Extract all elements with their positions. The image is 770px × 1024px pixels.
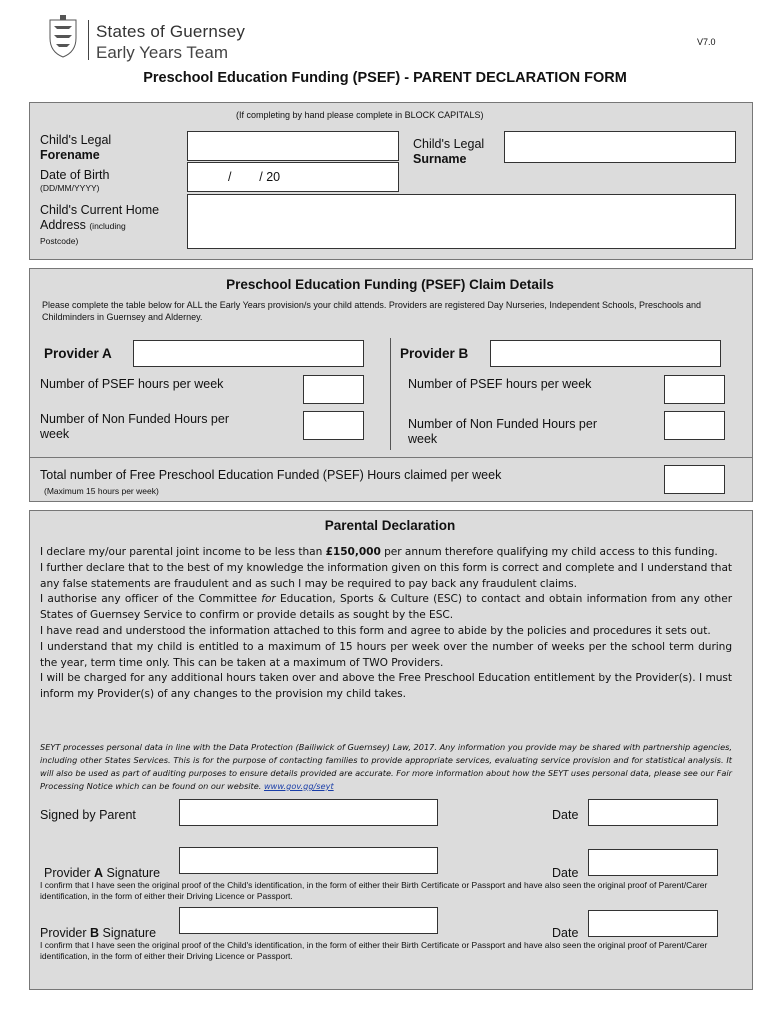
dob-hint: (DD/MM/YYYY) [40,183,100,193]
provider-b-non-funded-label: Number of Non Funded Hours per week [408,417,597,446]
dob-value: / / 20 [228,170,281,184]
provider-b-date-input[interactable] [588,910,718,937]
provider-a-psef-hours-label: Number of PSEF hours per week [40,377,224,391]
team-name: Early Years Team [96,43,228,62]
provider-a-date-input[interactable] [588,849,718,876]
parent-date-label: Date [552,808,579,822]
total-hours-input[interactable] [664,465,725,494]
provider-b-label: Provider B [400,346,469,361]
claim-section-title: Preschool Education Funding (PSEF) Claim Details [226,277,554,292]
declaration-income: I declare my/our parental joint income to be less than £150,000 per annum therefore qualifying my child access to this funding. [40,546,718,558]
declaration-policies: I have read and understood the information attached to this form and agree to abide by the policies and procedures it sets out. [40,624,711,637]
claim-total-divider [29,457,753,458]
provider-b-psef-hours-label: Number of PSEF hours per week [408,377,592,391]
guernsey-crest-icon [46,14,80,58]
provider-b-psef-hours-input[interactable] [664,375,725,404]
forename-input[interactable] [187,131,399,161]
declaration-authorise: I authorise any officer of the Committee for Education, Sports & Culture (ESC) to contact and obtain information from any other States of Guernsey Service to confirm or provide details as sought by the ESC. [40,593,732,622]
provider-a-psef-hours-input[interactable] [303,375,364,404]
provider-a-label: Provider A [44,346,112,361]
seyt-website-link[interactable]: www.gov.gg/seyt [263,781,334,791]
dob-label: Date of Birth [40,168,110,182]
surname-label: Child's Legal Surname [413,137,485,166]
total-hours-label: Total number of Free Preschool Education Funded (PSEF) Hours claimed per week [40,468,502,482]
provider-b-confirm-text: I confirm that I have seen the original proof of the Child's identification, in the form of either their Birth Certificate or Passport and have also seen the original proof of Parent/Carer identification, in the form of either their Driving Licence or Passport. [40,940,708,961]
dob-input[interactable] [187,162,399,192]
parent-signature-label: Signed by Parent [40,808,136,822]
address-label: Child's Current Home Address (including Postcode) [40,203,160,246]
claim-instructions: Please complete the table below for ALL the Early Years provision/s your child attends. Providers are registered Day Nurseries, Independent Schools, Preschools and Childminders in Guernsey and Alderney. [42,300,702,322]
provider-a-non-funded-input[interactable] [303,411,364,440]
declaration-title: Parental Declaration [324,518,456,533]
parent-date-input[interactable] [588,799,718,826]
forename-label: Child's Legal Forename [40,133,112,162]
provider-a-signature-input[interactable] [179,847,438,874]
form-title: Preschool Education Funding (PSEF) - PARENT DECLARATION FORM [143,70,627,86]
provider-a-input[interactable] [133,340,364,367]
provider-b-signature-label: Provider B Signature [40,926,157,940]
parent-signature-input[interactable] [179,799,438,826]
logo-divider [88,20,89,60]
surname-input[interactable] [504,131,736,163]
address-input[interactable] [187,194,736,249]
provider-a-signature-label: Provider A Signature [44,866,161,880]
org-name: States of Guernsey [96,22,246,41]
declaration-entitlement: I understand that my child is entitled to a maximum of 15 hours per week over the number of weeks per the school term during the year, term time only. This can be taken at a maximum of TWO Providers. [40,640,732,669]
version-label: V7.0 [697,37,716,47]
declaration-charges: I will be charged for any additional hours taken over and above the Free Preschool Education entitlement by the Provider(s). I must inform my Provider(s) of any changes to the provision my child takes. [40,672,732,701]
provider-a-confirm-text: I confirm that I have seen the original proof of the Child's identification, in the form of either their Birth Certificate or Passport and have also seen the original proof of Parent/Carer identification, in the form of either their Driving Licence or Passport. [40,880,708,901]
provider-a-date-label: Date [552,866,579,880]
provider-divider [390,338,391,450]
provider-b-signature-input[interactable] [179,907,438,934]
provider-b-non-funded-input[interactable] [664,411,725,440]
declaration-text [40,545,732,703]
total-hours-hint: (Maximum 15 hours per week) [44,486,159,496]
privacy-notice: SEYT processes personal data in line with the Data Protection (Bailiwick of Guernsey) Law, 2017. Any information you provide may be shared with partnership agencies, including other States Services. This is for the purpose of contacting families to provide appropriate services, evaluating service provision and for statistical analysis. It will also be used as part of auditing purposes to ensure details provided are accurate. For more information about how the SEYT uses personal data, please see our Fair Processing Notice which can be found on our website. www.gov.gg/seyt [40,742,732,791]
provider-b-date-label: Date [552,926,579,940]
block-capitals-note: (If completing by hand please complete in BLOCK CAPITALS) [236,110,484,120]
declaration-accuracy: I further declare that to the best of my knowledge the information given on this form is correct and complete and I understand that any false statements are fraudulent and as such I may be required to pay back any fraudulent claims. [40,561,732,590]
provider-a-non-funded-label: Number of Non Funded Hours per week [40,412,229,441]
provider-b-input[interactable] [490,340,721,367]
